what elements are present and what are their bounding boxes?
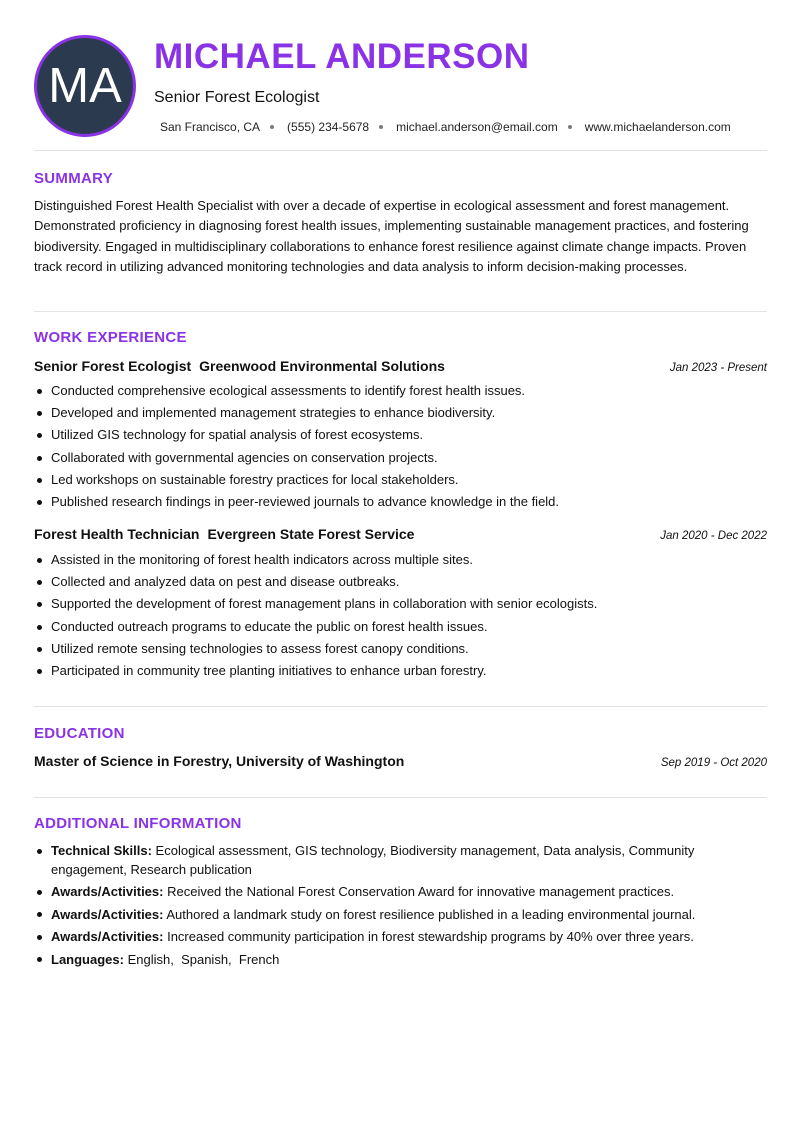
list-item: [34, 905, 767, 924]
job-dates: Jan 2020 - Dec 2022: [660, 530, 767, 542]
job-dates: Jan 2023 - Present: [669, 362, 767, 374]
education-dates: Sep 2019 - Oct 2020: [660, 757, 767, 769]
list-item: Conducted outreach programs to educate the public on forest health issues.: [34, 616, 767, 638]
job-title-line: [34, 358, 445, 374]
list-item: Participated in community tree planting initiatives to enhance urban forestry.: [34, 660, 767, 682]
item-text: Received the National Forest Conservation Award for innovative management practices.: [167, 884, 675, 900]
experience-heading: WORK EXPERIENCE: [34, 329, 187, 346]
contact-bar: [160, 120, 760, 134]
item-text: Increased community participation in forest stewardship programs by 40% over three years.: [167, 929, 694, 945]
avatar: [34, 35, 136, 137]
item-label: Awards/Activities:: [51, 884, 164, 900]
education-heading: EDUCATION: [34, 725, 125, 742]
section-divider: [34, 311, 767, 312]
list-item: [34, 841, 767, 879]
item-label: Languages:: [51, 951, 124, 967]
additional-heading: ADDITIONAL INFORMATION: [34, 815, 242, 832]
list-item: Developed and implemented management strategies to enhance biodiversity.: [34, 402, 767, 424]
list-item: Utilized remote sensing technologies to assess forest canopy conditions.: [34, 638, 767, 660]
item-label: Awards/Activities:: [51, 929, 164, 945]
job-position: Forest Health Technician: [34, 526, 200, 542]
education-entry: [34, 753, 767, 769]
candidate-name: MICHAEL ANDERSON: [154, 37, 530, 76]
section-divider: [34, 706, 767, 707]
job-header: [34, 526, 767, 542]
summary-text: Distinguished Forest Health Specialist with over a decade of expertise in ecological assessment and forest management. Demonstrated proficiency in diagnosing forest health issues, implementing sustainable management practices, and fostering biodiversity. Engaged in multidisciplinary collaborations to enhance forest resilience against climate change impacts. Proven track record in utilizing advanced monitoring technologies and data analysis to inform decision-making processes.: [34, 198, 749, 274]
job-position: Senior Forest Ecologist: [34, 358, 192, 374]
list-item: Collected and analyzed data on pest and disease outbreaks.: [34, 571, 767, 593]
separator-dot-icon: [568, 125, 572, 129]
list-item: Conducted comprehensive ecological assessments to identify forest health issues.: [34, 380, 767, 402]
item-text: English, Spanish, French: [127, 951, 280, 967]
job-company: Greenwood Environmental Solutions: [199, 358, 445, 374]
list-item: Led workshops on sustainable forestry practices for local stakeholders.: [34, 469, 767, 491]
contact-website[interactable]: www.michaelanderson.com: [584, 120, 731, 134]
list-item: Collaborated with governmental agencies on conservation projects.: [34, 447, 767, 469]
list-item: [34, 927, 767, 946]
education-degree: Master of Science in Forestry, University of Washington: [34, 753, 405, 769]
list-item: Assisted in the monitoring of forest health indicators across multiple sites.: [34, 549, 767, 571]
job-title-line: [34, 526, 414, 542]
item-text: Authored a landmark study on forest resilience published in a leading environmental journal.: [166, 906, 696, 922]
avatar-initials: MA: [48, 59, 122, 113]
list-item: [34, 950, 767, 969]
job-header: [34, 358, 767, 374]
job-bullet-list: [34, 549, 767, 682]
separator-dot-icon: [270, 125, 274, 129]
candidate-role: Senior Forest Ecologist: [154, 89, 320, 106]
contact-email[interactable]: michael.anderson@email.com: [396, 120, 558, 134]
additional-info-list: [34, 841, 767, 972]
list-item: Published research findings in peer-reviewed journals to advance knowledge in the field.: [34, 491, 767, 513]
item-text: Ecological assessment, GIS technology, Biodiversity management, Data analysis, Community engagement, Research publication: [51, 843, 695, 877]
item-label: Awards/Activities:: [51, 906, 164, 922]
job-company: Evergreen State Forest Service: [207, 526, 415, 542]
section-divider: [34, 150, 767, 151]
list-item: Utilized GIS technology for spatial analysis of forest ecosystems.: [34, 424, 767, 446]
separator-dot-icon: [379, 125, 383, 129]
contact-phone[interactable]: (555) 234-5678: [287, 120, 370, 134]
job-bullet-list: [34, 380, 767, 513]
list-item: [34, 882, 767, 901]
list-item: Supported the development of forest management plans in collaboration with senior ecologists.: [34, 593, 767, 615]
contact-location: San Francisco, CA: [160, 120, 261, 134]
section-divider: [34, 797, 767, 798]
summary-heading: SUMMARY: [34, 170, 114, 187]
item-label: Technical Skills:: [51, 843, 152, 858]
